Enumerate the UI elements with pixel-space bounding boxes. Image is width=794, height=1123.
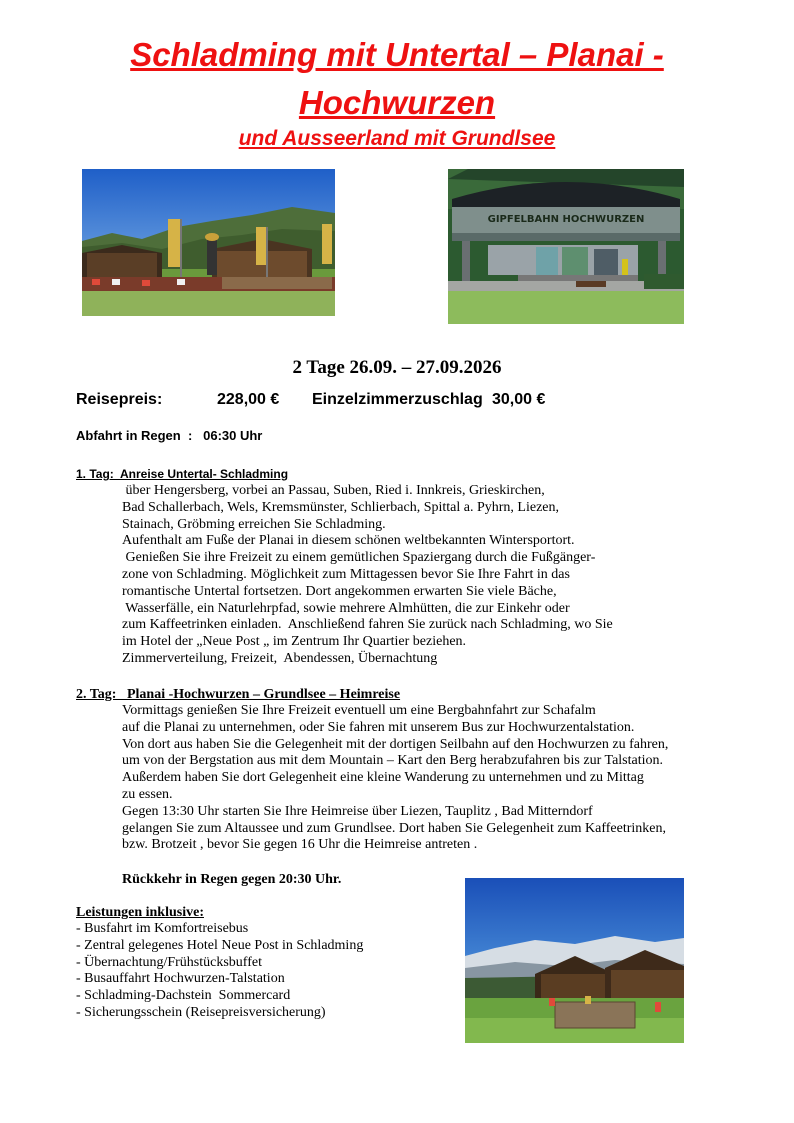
day1-line: Aufenthalt am Fuße der Planai in diesem schönen weltbekannten Wintersportort.	[122, 533, 575, 549]
day2-line: zu essen.	[122, 786, 173, 802]
trip-dates: 2 Tage 26.09. – 27.09.2026	[292, 357, 502, 378]
day1-line: im Hotel der „Neue Post „ im Zentrum Ihr Quartier beziehen.	[122, 634, 467, 650]
photo-almhuetten-panorama	[465, 878, 684, 1043]
inclusion-item: - Schladming-Dachstein Sommercard	[76, 988, 291, 1004]
photo-gipfelbahn-hochwurzen	[448, 169, 684, 324]
day2-line: gelangen Sie zum Altaussee und zum Grundlsee. Dort haben Sie Gelegenheit zum Kaffeetrinken,	[122, 820, 667, 836]
day2-line: Von dort aus haben Sie die Gelegenheit mit der dortigen Seilbahn auf den Hochwurzen zu fahren,	[122, 736, 669, 752]
day2-line: Außerdem haben Sie dort Gelegenheit eine kleine Wanderung zu unternehmen und zu Mittag	[122, 770, 644, 786]
page-title-line2: Hochwurzen	[298, 84, 496, 121]
departure-info: Abfahrt in Regen : 06:30 Uhr	[76, 428, 263, 443]
single-room-label: Einzelzimmerzuschlag	[312, 391, 483, 408]
day1-line: zum Kaffeetrinken einladen. Anschließend fahren Sie zurück nach Schladming, wo Sie	[122, 617, 613, 633]
inclusion-item: - Zentral gelegenes Hotel Neue Post in Schladming	[76, 937, 364, 953]
day1-description	[122, 483, 613, 668]
photo-almhuetten-image	[465, 878, 684, 1043]
day1-line: zone von Schladming. Möglichkeit zum Mittagessen bevor Sie Ihre Fahrt in das	[122, 566, 570, 582]
day1-line: Bad Schallerbach, Wels, Kremsmünster, Schlierbach, Spittal a. Pyhrn, Liezen,	[122, 499, 559, 515]
day1-line: Zimmerverteilung, Freizeit, Abendessen, Übernachtung	[122, 650, 438, 666]
day2-description	[122, 703, 668, 854]
day1-heading: 1. Tag: Anreise Untertal- Schladming	[76, 467, 289, 481]
photo-gipfelbahn-image	[448, 169, 684, 324]
day1-line: Stainach, Gröbming erreichen Sie Schladming.	[122, 516, 386, 532]
return-info: Rückkehr in Regen gegen 20:30 Uhr.	[122, 872, 342, 887]
station-sign-text: GIPFELBAHN HOCHWURZEN	[487, 214, 645, 225]
inclusion-item: - Sicherungsschein (Reisepreisversicherung)	[76, 1004, 326, 1020]
day2-line: um von der Bergstation aus mit dem Mountain – Kart den Berg herabzufahren bis zur Talstation.	[122, 753, 664, 769]
day1-line: romantische Untertal fortsetzen. Dort angekommen erwarten Sie viele Bäche,	[122, 583, 557, 599]
inclusion-item: - Busauffahrt Hochwurzen-Talstation	[76, 971, 285, 987]
day2-line: bzw. Brotzeit , bevor Sie gegen 16 Uhr die Heimreise antreten .	[122, 837, 478, 853]
inclusions-heading: Leistungen inklusive:	[76, 905, 204, 920]
price-value: 228,00 €	[217, 391, 280, 408]
photo-alm-terrace-image	[82, 169, 335, 316]
day2-line: Gegen 13:30 Uhr starten Sie Ihre Heimreise über Liezen, Tauplitz , Bad Mitterndorf	[122, 803, 593, 819]
day2-line: Vormittags genießen Sie Ihre Freizeit eventuell um eine Bergbahnfahrt zur Schafalm	[122, 703, 596, 718]
inclusion-item: - Übernachtung/Frühstücksbuffet	[76, 954, 262, 970]
price-label: Reisepreis:	[76, 391, 163, 408]
page-subtitle: und Ausseerland mit Grundlsee	[238, 127, 556, 150]
photo-alm-terrace	[82, 169, 335, 316]
day1-line: über Hengersberg, vorbei an Passau, Suben, Ried i. Innkreis, Grieskirchen,	[122, 483, 545, 498]
day1-line: Genießen Sie ihre Freizeit zu einem gemütlichen Spaziergang durch die Fußgänger-	[122, 550, 596, 566]
day2-heading: 2. Tag: Planai -Hochwurzen – Grundlsee – Heimreise	[76, 687, 401, 702]
page-title-line1: Schladming mit Untertal – Planai -	[130, 36, 664, 73]
inclusions-list	[76, 921, 363, 1022]
day2-line: auf die Planai zu unternehmen, oder Sie fahren mit unserem Bus zur Hochwurzentalstation.	[122, 719, 635, 735]
single-room-value: 30,00 €	[492, 391, 546, 408]
day1-line: Wasserfälle, ein Naturlehrpfad, sowie mehrere Almhütten, die zur Einkehr oder	[122, 600, 570, 616]
inclusion-item: - Busfahrt im Komfortreisebus	[76, 921, 249, 936]
